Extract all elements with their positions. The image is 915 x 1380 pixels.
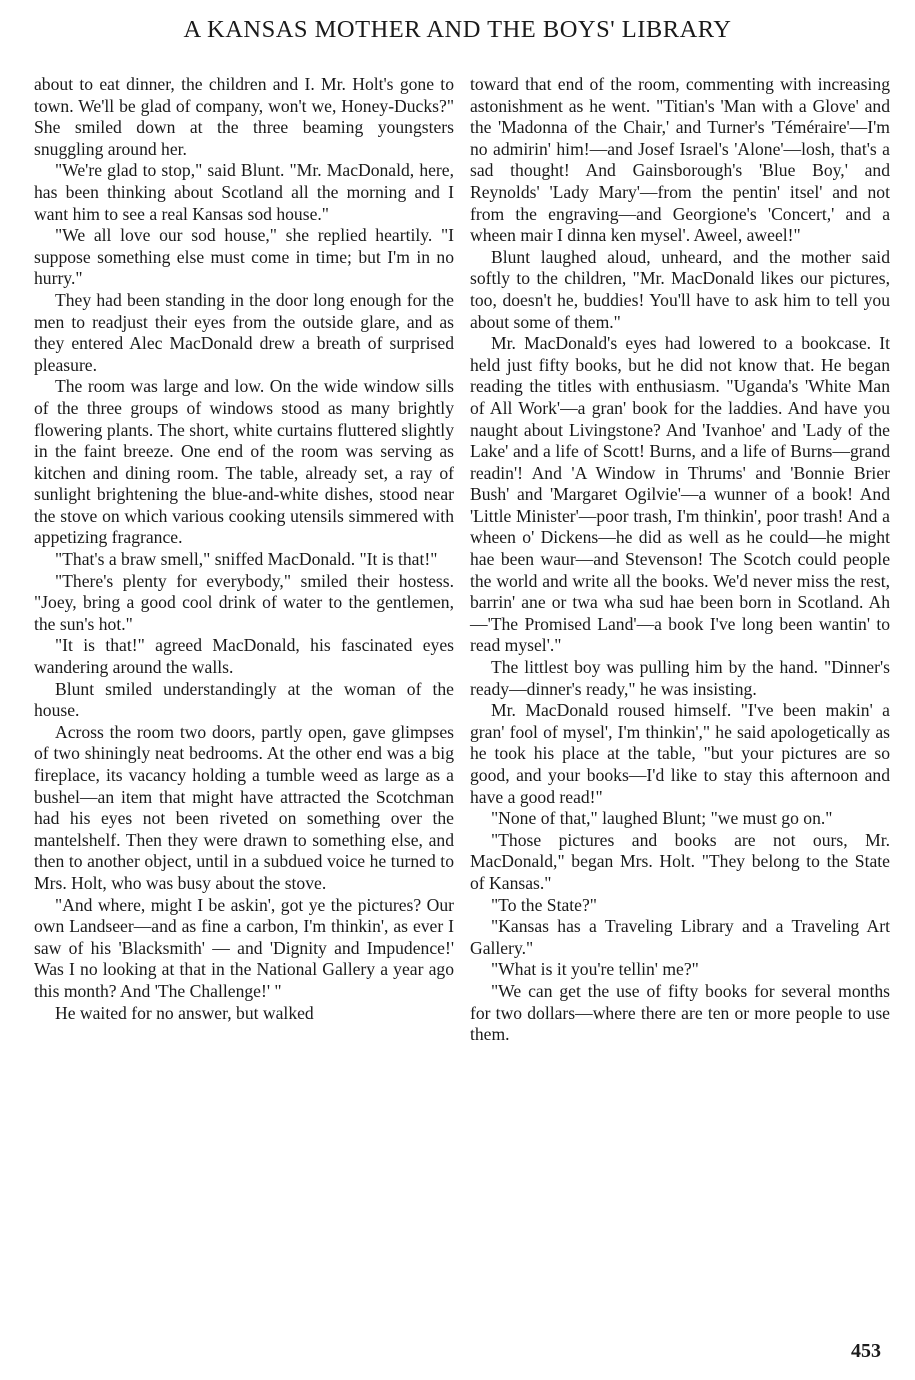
- page-title: A KANSAS MOTHER AND THE BOYS' LIBRARY: [183, 16, 732, 43]
- paragraph: toward that end of the room, commenting with increasing astonishment as he went. "Titian's 'Man with a Glove' and the 'Madonna of the Chair,' and Turner's 'Téméraire'—I'm no admirin' him!—and Josef Israel's 'Alone'—losh, that's a sad thought! And Gainsborough's 'Blue Boy,' and Reynolds' 'Lady Mary'—from the pentin' itsel' and not from the engraving—and Georgione's 'Concert,' and a wheen mair I dinna ken mysel'. Aweel, aweel!": [470, 74, 890, 246]
- paragraph: "Kansas has a Traveling Library and a Traveling Art Gallery.": [470, 916, 890, 958]
- paragraph: The littlest boy was pulling him by the hand. "Dinner's ready—dinner's ready," he was insisting.: [470, 657, 890, 699]
- paragraph: "We all love our sod house," she replied heartily. "I suppose something else must come in time; but I'm in no hurry.": [34, 225, 454, 289]
- paragraph: "None of that," laughed Blunt; "we must go on.": [491, 808, 833, 829]
- paragraph: They had been standing in the door long enough for the men to readjust their eyes from the outside glare, and as they entered Alec MacDonald drew a breath of surprised pleasure.: [34, 289, 454, 375]
- paragraph: "What is it you're tellin' me?": [491, 959, 699, 980]
- paragraph: "We can get the use of fifty books for several months for two dollars—where there are ten or more people to use them.: [470, 980, 890, 1045]
- paragraph: Across the room two doors, partly open, gave glimpses of two shiningly neat bedrooms. At the other end was a big fireplace, its vacancy holding a tumble weed as large as a bushel—an item that might have attracted the Scotchman had his eyes not been riveted on something over the mantelshelf. Then they were drawn to something else, and then to another object, until in a subdued voice he turned to Mrs. Holt, who was busy about the stove.: [34, 721, 454, 893]
- paragraph: "That's a braw smell," sniffed MacDonald. "It is that!": [55, 549, 438, 570]
- page-number: 453: [851, 1340, 881, 1362]
- paragraph: "To the State?": [491, 894, 597, 915]
- paragraph: "We're glad to stop," said Blunt. "Mr. MacDonald, here, has been thinking about Scotland all the morning and I want him to see a real Kansas sod house.": [34, 160, 454, 224]
- left-column: [34, 74, 454, 1024]
- paragraph: Blunt smiled understandingly at the woman of the house.: [34, 678, 454, 721]
- paragraph: Mr. MacDonald roused himself. "I've been makin' a gran' fool of mysel', I'm thinkin'," he said apologetically as he took his place at the table, "but your pictures are so good, and your books—I'd like to stay this afternoon and have a good read!": [470, 700, 890, 807]
- right-column: [470, 74, 890, 1046]
- paragraph: Mr. MacDonald's eyes had lowered to a bookcase. It held just fifty books, but he did not know that. He began reading the titles with enthusiasm. "Uganda's 'White Man of All Work'—a gran' book for the laddies. And have you naught about Livingstone? And 'Ivanhoe' and 'Lady of the Lake' and a life of Scott! Burns, and a life of Burns—grand readin'! And 'A Window in Thrums' and 'Bonnie Brier Bush' and 'Margaret Ogilvie'—a wunner of a book! And 'Little Minister'—poor trash, I'm thinkin', poor trash! And a wheen o' Dickens—he did as well as he could—he might hae been waur—and Stevenson! The Scotch could people the world and write all the books. We'd never miss the rest, barrin' ane or twa wha sud hae been born in Scotland. Ah—'The Promised Land'—a book I've long been wantin' to read mysel'.": [470, 333, 890, 656]
- paragraph: "It is that!" agreed MacDonald, his fascinated eyes wandering around the walls.: [34, 635, 454, 678]
- paragraph: "And where, might I be askin', got ye the pictures? Our own Landseer—and as fine a carbon, I'm thinkin', as ever I saw of his 'Blacksmith' — and 'Dignity and Impudence!' Was I no looking at that in the National Gallery a year ago this month? And 'The Challenge!' ": [34, 894, 454, 1001]
- paragraph: Blunt laughed aloud, unheard, and the mother said softly to the children, "Mr. MacDonald likes our pictures, too, doesn't he, buddies! You'll have to ask him to tell you about some of them.": [470, 246, 890, 332]
- paragraph: "Those pictures and books are not ours, Mr. MacDonald," began Mrs. Holt. "They belong to the State of Kansas.": [470, 829, 890, 893]
- paragraph: The room was large and low. On the wide window sills of the three groups of windows stood as many brightly flowering plants. The short, white curtains fluttered slightly in the faint breeze. One end of the room was serving as kitchen and dining room. The table, already set, a ray of sunlight brightening the blue-and-white dishes, stood near the stove on which various cooking utensils simmered with appetizing fragrance.: [34, 376, 454, 548]
- paragraph: He waited for no answer, but walked: [55, 1002, 314, 1023]
- paragraph: "There's plenty for everybody," smiled their hostess. "Joey, bring a good cool drink of water to the gentlemen, the sun's hot.": [34, 570, 454, 634]
- paragraph: about to eat dinner, the children and I. Mr. Holt's gone to town. We'll be glad of company, won't we, Honey-Ducks?" She smiled down at the three beaming youngsters snuggling around her.: [34, 74, 454, 159]
